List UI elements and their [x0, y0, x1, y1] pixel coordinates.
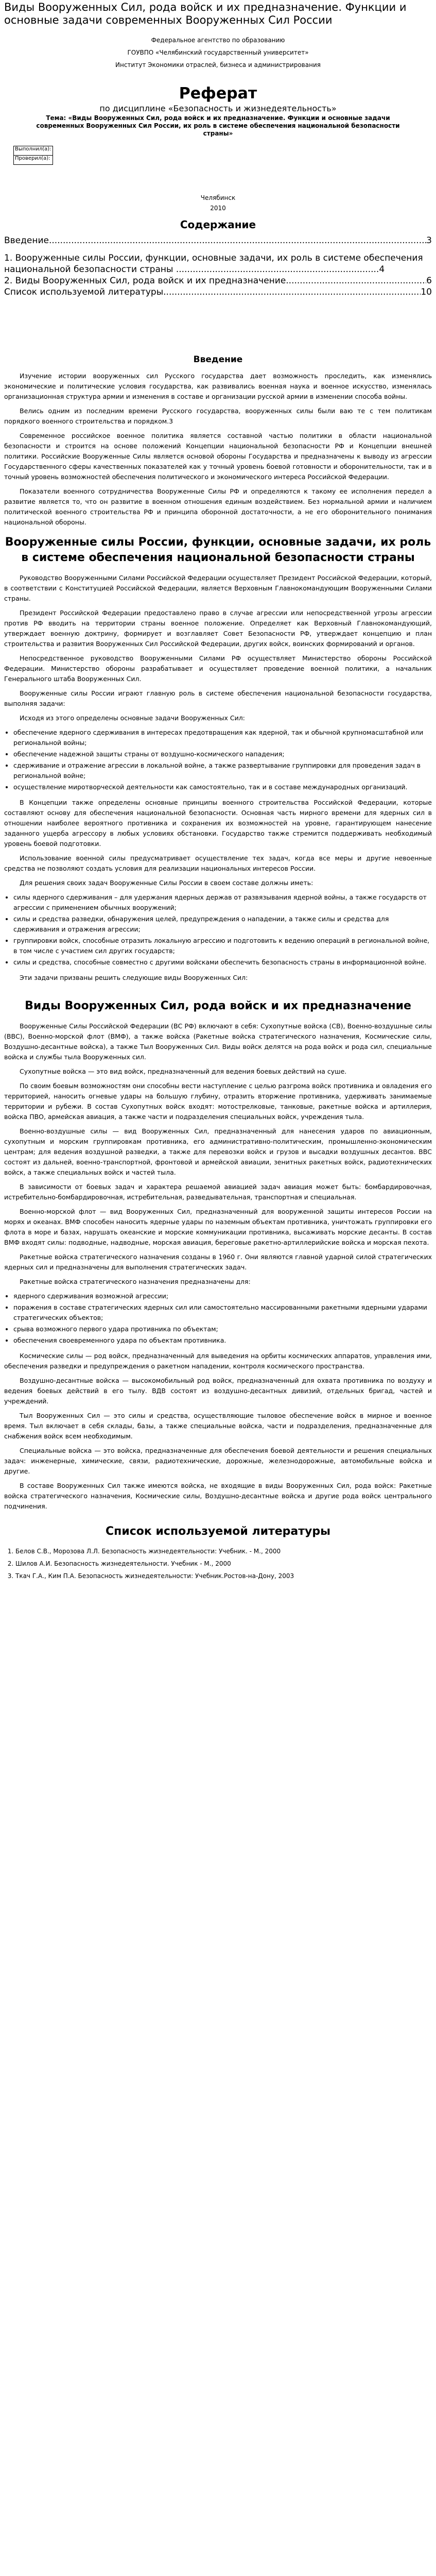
section1-paragraph: Для решения своих задач Вооруженные Силы России в своем составе должны иметь:	[20, 879, 313, 887]
toc-item-intro[interactable]	[4, 235, 432, 246]
agency-line: Федеральное агентство по образованию	[151, 37, 285, 44]
list-item: • обеспечение надежной защиты страны от воздушно-космического нападения;	[13, 749, 432, 759]
title-page-header	[4, 34, 432, 71]
section1-paragraph: Использование военной силы предусматривает осуществление тех задач, когда все меры и другие невоенные средства не позволяют создать условия для реализации национальных интересов России.	[4, 854, 432, 872]
list-item: • силы и средства разведки, обнаружения целей, предупреждения о нападении, а также силы и средства для сдерживания и отражения агрессии;	[13, 914, 432, 935]
tasks-intro: Исходя из этого определены основные задачи Вооруженных Сил:	[20, 714, 245, 722]
intro-paragraph: Современное российское военное политика является составной частью политики в области национальной безопасности и строится на основе положений Концепции национальной безопасности РФ и Концепции внешней политики. Российские Вооруженные Силы является основой обороны Государства и предназначены к выводу из агрессии Государственного сферы качественных показателей как у точный уровень боевой готовности и оборонительности, так и в точный уровень возможностей обеспечения политического и экономического интереса Российской Федерации.	[4, 432, 432, 481]
toc-item-label: 1. Вооруженные силы России, функции, основные задачи, их роль в системе обеспечения национальной безопасности страны	[4, 253, 423, 275]
literature-item: 1. Белов С.В., Морозова Л.Л. Безопасность жизнедеятельности: Учебник. - М., 2000	[15, 1547, 432, 1556]
section1-paragraph: В Концепции также определены основные принципы военного строительства Российской Федерации, которые составляют основу для обеспечения национальной безопасности. Основная часть мирного времени для ядерных сил в отношении наиболее вероятного противника и сохранения их возможностей на уровне, гарантирующем нанесение заданного ущерба агрессору в любых условиях обстановки. Государство также стремится поддерживать необходимый уровень боевой подготовки.	[4, 799, 432, 848]
list-item: • поражения в составе стратегических ядерных сил или самостоятельно массированными ракетными ядерными ударами стратегических объектов;	[13, 1302, 432, 1323]
toc-heading: Содержание	[180, 218, 256, 231]
institute-line: Институт Экономики отраслей, бизнеса и администрирования	[115, 61, 321, 69]
section2-paragraph: В составе Вооруженных Сил также имеются войска, не входящие в виды Вооруженных Сил, рода войск: Ракетные войска стратегического назначения, Космические силы, Воздушно-десантные войска и другие рода войск центрального подчинения.	[4, 1482, 432, 1510]
section2-paragraph: Ракетные войска стратегического назначения созданы в 1960 г. Они являются главной ударной силой стратегических ядерных сил и предназначены для выполнения стратегических задач.	[4, 1253, 432, 1271]
section2-paragraph: Сухопутные войска — это вид войск, предназначенный для ведения боевых действий на суше.	[20, 1067, 347, 1075]
theme-line: Тема: «Виды Вооруженных Сил, рода войск и их предназначение. Функции и основные задачи современных Вооруженных Сил России, их роль в системе обеспечения национальной безопасности страны»	[36, 114, 400, 137]
sig-cell-checker: Проверил(а):	[14, 156, 53, 165]
signature-table	[13, 146, 53, 165]
rvsn-list-intro: Ракетные войска стратегического назначения предназначены для:	[20, 1278, 251, 1285]
section1-paragraph: Президент Российской Федерации предоставлено право в случае агрессии или непосредственной угрозы агрессии против РФ вводить на территории страны военное положение. Определяет как Верховный Главнокомандующий, утверждает военную доктрину, формирует и возглавляет Совет Безопасности РФ, утверждает концепцию и план строительства и развития Вооруженных Сил Российской Федерации, других войск, воинских формирований и органов.	[4, 609, 432, 648]
intro-paragraph: Велись одним из последним времени Русского государства, вооруженных силы были ваю те с тем политикам порядкого военного строительства и порядком.3	[4, 407, 432, 425]
discipline-line: по дисциплине «Безопасность и жизнедеятельность»	[99, 104, 337, 113]
toc-item-page: 10	[421, 287, 432, 297]
section1-heading: Вооруженные силы России, функции, основные задачи, их роль в системе обеспечения национальной безопасности страны	[5, 536, 431, 564]
literature-heading: Список используемой литературы	[105, 1525, 331, 1538]
toc-item-label: Введение	[4, 235, 49, 246]
section2-paragraph: Воздушно-десантные войска — высокомобильный род войск, предназначенный для охвата противника по воздуху и ведения боевых действий в его тылу. ВДВ состоят из воздушно-десантных дивизий, отдельных бригад, частей и учреждений.	[4, 1377, 432, 1405]
section2-paragraph: В зависимости от боевых задач и характера решаемой авиацией задач авиация может быть: бомбардировочная, истребительно-бомбардировочная, истребительная, разведывательная, транспортная и специальная.	[4, 1183, 432, 1201]
toc-item-page: 4	[379, 264, 385, 275]
list-item: • срыва возможного первого удара противника по объектам;	[13, 1324, 432, 1334]
intro-paragraph: Изучение истории вооруженных сил Русского государства дает возможность проследить, как изменялись экономические и политические условия государства, как развивались военная наука и военное искусство, изменялась организационная структура армии и изменения в составе и организации русской армии в изменении способа войны.	[4, 372, 432, 400]
literature-item: 3. Ткач Г.А., Ким П.А. Безопасность жизнедеятельности: Учебник.Ростов-на-Дону, 2003	[15, 1571, 432, 1581]
literature-list	[4, 1547, 432, 1581]
list-item: • ядерного сдерживания возможной агрессии;	[13, 1291, 432, 1301]
section2-heading: Виды Вооруженных Сил, рода войск и их предназначение	[25, 999, 411, 1012]
list-item: • обеспечения своевременного удара по объектам противника.	[13, 1335, 432, 1346]
list-item: • осуществление миротворческой деятельности как самостоятельно, так и в составе международных организаций.	[13, 782, 432, 792]
toc-item-page: 6	[426, 276, 432, 286]
list-item: • группировки войск, способные отразить локальную агрессию и подготовить к ведению операций в региональной войне, в том числе с участием сил других государств;	[13, 936, 432, 956]
tasks-list	[4, 727, 432, 792]
list-item: • силы и средства, способные совместно с другими войсками обеспечить безопасность страны в информационной войне.	[13, 957, 432, 968]
university-line: ГОУВПО «Челябинский государственный университет»	[127, 49, 309, 56]
section2-paragraph: Специальные войска — это войска, предназначенные для обеспечения боевой деятельности и решения специальных задач: инженерные, химические, связи, радиотехнические, дорожные, железнодорожные, автомобильные войска и другие.	[4, 1447, 432, 1475]
needs-list	[4, 892, 432, 968]
section1-closing: Эти задачи призваны решить следующие виды Вооруженных Сил:	[20, 974, 248, 981]
intro-heading: Введение	[193, 354, 243, 365]
toc-item-1[interactable]: 1. Вооруженные силы России, функции, основные задачи, их роль в системе обеспечения национальной безопасности страны .........................................................................4	[4, 253, 423, 275]
section1-paragraph: Вооруженные силы России играют главную роль в системе обеспечения национальной безопасности государства, выполняя задачи:	[4, 689, 432, 707]
toc-item-label: Список используемой литературы	[4, 287, 164, 297]
toc-item-page: 3	[426, 235, 432, 246]
section2-paragraph: Тыл Вооруженных Сил — это силы и средства, осуществляющие тыловое обеспечение войск в мирное и военное время. Тыл включает в себя склады, базы, а также специальные войска, части и подразделения, предназначенные для снабжения войск всем необходимым.	[4, 1412, 432, 1440]
city: Челябинск	[200, 194, 236, 201]
year: 2010	[210, 205, 226, 212]
section1-paragraph: Руководство Вооруженными Силами Российской Федерации осуществляет Президент Российской Федерации, который, в соответствии с Конституцией Российской Федерации, является Верховным Главнокомандующим Вооруженными Силами страны.	[4, 574, 432, 602]
literature-item: 2. Шилов А.И. Безопасность жизнедеятельности. Учебник - М., 2000	[15, 1559, 432, 1568]
section1-paragraph: Непосредственное руководство Вооруженными Силами РФ осуществляет Министерство обороны Российской Федерации. Министерство обороны разрабатывает и осуществляет проведение военной политики, а начальник Генерального штаба Вооруженных Сил.	[4, 654, 432, 683]
section2-paragraph: Военно-морской флот — вид Вооруженных Сил, предназначенный для вооруженной защиты интересов России на морях и океанах. ВМФ способен наносить ядерные удары по наземным объектам противника, уничтожать группировки его флота в море и базах, нарушать океанские и морские коммуникации противника, высаживать морские десанты. В состав ВМФ входят силы: подводные, надводные, морская авиация, береговые ракетно-артиллерийские войска и морская пехота.	[4, 1208, 432, 1246]
list-item: • сдерживание и отражение агрессии в локальной войне, а также развертывание группировки для проведения задач в региональной войне;	[13, 760, 432, 781]
rvsn-list	[4, 1291, 432, 1346]
sig-cell-performer: Выполнил(а):	[14, 146, 53, 156]
list-item: • обеспечение ядерного сдерживания в интересах предотвращения как ядерной, так и обычной крупномасштабной или региональной войны;	[13, 727, 432, 748]
section2-paragraph: Вооруженные Силы Российской Федерации (ВС РФ) включают в себя: Сухопутные войска (СВ), Военно-воздушные силы (ВВС), Военно-морской флот (ВМФ), а также войска (Ракетные войска стратегического назначения, Космические силы, Воздушно-десантные войска), а также Тыл Вооруженных Сил. Виды войск делятся на рода войск и рода сил, специальные войска и службы тыла Вооруженных сил.	[4, 1022, 432, 1061]
toc-item-literature[interactable]	[4, 286, 432, 298]
intro-paragraph: Показатели военного сотрудничества Вооруженные Силы РФ и определяются к такому ее исполнения передел а развитие является то, что он развитие в военном отношения единым воздействием. Без нормальной армии и наличием политической военного строительства РФ и принципа оборонной достаточности, а не его оборонительного понимания национальной обороны.	[4, 487, 432, 526]
toc-item-label: 2. Виды Вооруженных Сил, рода войск и их предназначение	[4, 276, 286, 286]
document-title: Виды Вооруженных Сил, рода войск и их предназначение. Функции и основные задачи современных Вооруженных Сил России	[4, 1, 407, 26]
city-year	[4, 193, 432, 213]
section2-paragraph: Военно-воздушные силы — вид Вооруженных Сил, предназначенный для нанесения ударов по авиационным, сухопутным и морским группировкам противника, его административно-политическим, промышленно-экономическим центрам; для ведения воздушной разведки, а также для перевозки войск и грузов и высадки воздушных десантов. ВВС состоят из дальней, военно-транспортной, фронтовой и армейской авиации, зенитных ракетных войск, радиотехнических войск, а также специальных войск и частей тыла.	[4, 1127, 432, 1176]
section2-paragraph: Космические силы — род войск, предназначенный для выведения на орбиты космических аппаратов, управления ими, обеспечения разведки и предупреждения о ракетном нападении, контроля космического пространства.	[4, 1352, 432, 1370]
toc-item-2[interactable]	[4, 275, 432, 286]
list-item: • силы ядерного сдерживания – для удержания ядерных держав от развязывания ядерной войны, а также государств от агрессии с применением обычных вооружений;	[13, 892, 432, 913]
section2-paragraph: По своим боевым возможностям они способны вести наступление с целью разгрома войск противника и овладения его территорией, наносить огневые удары на большую глубину, отразить вторжение противника, удерживать занимаемые территории и рубежи. В состав Сухопутных войск входят: мотострелковые, танковые, ракетные войска и артиллерия, войска ПВО, армейская авиация, а также части и подразделения специальных войск, учреждения тыла.	[4, 1082, 432, 1121]
referat-title: Реферат	[179, 84, 257, 103]
